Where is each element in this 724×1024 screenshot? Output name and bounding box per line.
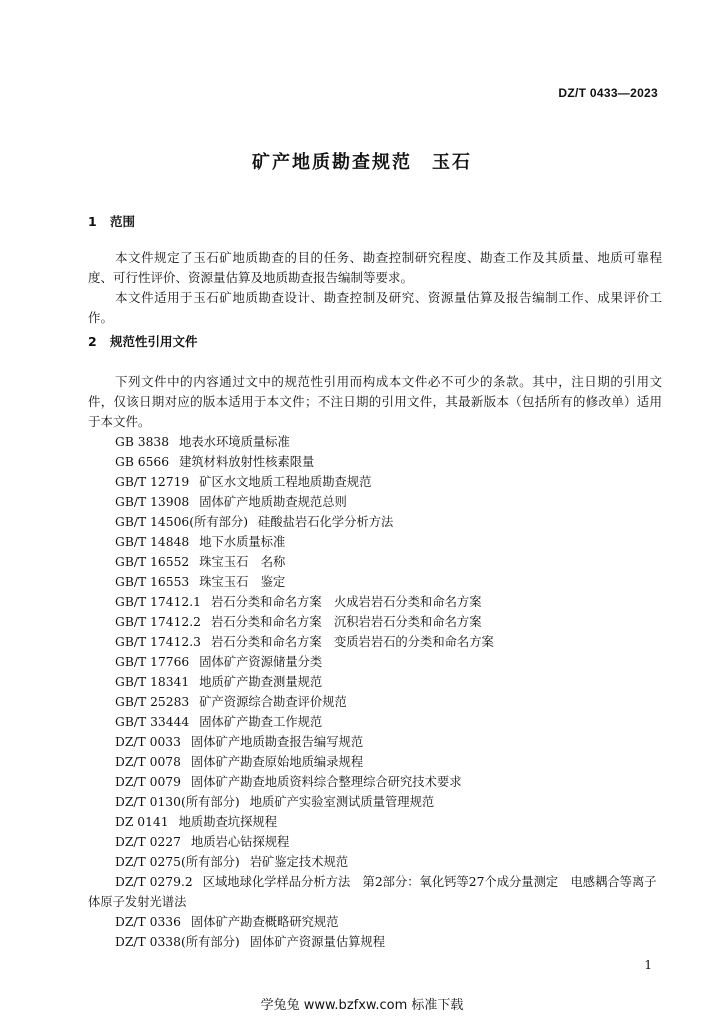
reference-item — [88, 512, 662, 532]
reference-item — [88, 452, 662, 472]
document-title: 矿产地质勘查规范 玉石 — [252, 152, 472, 173]
reference-item — [88, 812, 662, 832]
reference-code: GB/T 18341 — [115, 675, 190, 689]
reference-title: 固体矿产资源量估算规程 — [249, 935, 386, 949]
footer-watermark: 学兔兔 www.bzfxw.com 标准下载 — [260, 998, 464, 1013]
reference-title: 固体矿产勘查工作规范 — [199, 715, 323, 729]
reference-item — [88, 852, 662, 872]
reference-code: DZ/T 0338(所有部分) — [115, 935, 240, 949]
reference-item — [88, 532, 662, 552]
reference-title: 固体矿产地质勘查规范总则 — [199, 495, 347, 509]
reference-title: 岩石分类和命名方案 变质岩岩石的分类和命名方案 — [210, 635, 494, 649]
reference-title: 固体矿产地质勘查报告编写规范 — [190, 735, 364, 749]
reference-title: 地表水环境质量标准 — [179, 435, 290, 449]
reference-title: 地下水质量标准 — [199, 535, 286, 549]
reference-title: 区域地球化学样品分析方法 第2部分：氧化钙等27个成分量测定 电感耦合等离子体原子发射光谱法 — [88, 875, 657, 909]
section-title: 范围 — [110, 214, 136, 229]
reference-item — [88, 792, 662, 812]
reference-code: GB/T 25283 — [115, 695, 190, 709]
reference-item — [88, 492, 662, 512]
reference-title: 固体矿产资源储量分类 — [199, 655, 323, 669]
reference-title: 建筑材料放射性核素限量 — [179, 455, 315, 469]
reference-code: GB/T 14506(所有部分) — [115, 515, 249, 529]
reference-code: DZ/T 0033 — [115, 735, 181, 749]
reference-title: 地质矿产勘查测量规范 — [199, 675, 323, 689]
reference-item — [88, 692, 662, 712]
reference-title: 矿区水文地质工程地质勘查规范 — [199, 475, 372, 489]
section-title: 规范性引用文件 — [110, 334, 198, 349]
reference-code: GB/T 13908 — [115, 495, 190, 509]
reference-title: 岩矿鉴定技术规范 — [249, 855, 349, 869]
reference-code: DZ/T 0279.2 — [115, 875, 193, 889]
reference-code: DZ/T 0078 — [115, 755, 181, 769]
reference-item — [88, 752, 662, 772]
reference-title: 矿产资源综合勘查评价规范 — [199, 695, 347, 709]
reference-code: GB/T 17412.2 — [115, 615, 201, 629]
reference-code: DZ/T 0275(所有部分) — [115, 855, 240, 869]
reference-item — [88, 432, 662, 452]
reference-title: 硅酸盐岩石化学分析方法 — [258, 515, 394, 529]
reference-code: GB/T 16552 — [115, 555, 190, 569]
scope-paragraph-2: 本文件适用于玉石矿地质勘查设计、勘查控制及研究、资源量估算及报告编制工作、成果评价工作。 — [88, 290, 662, 325]
reference-code: GB/T 33444 — [115, 715, 190, 729]
reference-code: GB/T 14848 — [115, 535, 190, 549]
reference-item — [88, 552, 662, 572]
reference-code: GB/T 17412.1 — [115, 595, 201, 609]
standard-number: DZ/T 0433—2023 — [558, 86, 658, 100]
reference-code: GB/T 17766 — [115, 655, 190, 669]
reference-code: GB/T 17412.3 — [115, 635, 201, 649]
reference-title: 固体矿产勘查地质资料综合整理综合研究技术要求 — [190, 775, 462, 789]
section-number: 2 — [88, 334, 97, 349]
scope-paragraph-1: 本文件规定了玉石矿地质勘查的目的任务、勘查控制研究程度、勘查工作及其质量、地质可靠程度、可行性评价、资源量估算及地质勘查报告编制等要求。 — [88, 250, 662, 285]
reference-item — [88, 772, 662, 792]
reference-item — [88, 652, 662, 672]
reference-title: 珠宝玉石 名称 — [199, 555, 286, 569]
reference-item — [88, 872, 662, 912]
reference-code: DZ/T 0336 — [115, 915, 181, 929]
reference-item — [88, 912, 662, 932]
reference-item — [88, 932, 662, 952]
reference-list — [88, 432, 662, 952]
reference-item — [88, 732, 662, 752]
section-1-heading — [88, 212, 135, 230]
reference-title: 地质勘查坑探规程 — [178, 815, 277, 829]
reference-title: 岩石分类和命名方案 火成岩岩石分类和命名方案 — [210, 595, 482, 609]
reference-title: 岩石分类和命名方案 沉积岩岩石分类和命名方案 — [210, 615, 482, 629]
reference-title: 地质矿产实验室测试质量管理规范 — [249, 795, 435, 809]
reference-item — [88, 712, 662, 732]
reference-item — [88, 612, 662, 632]
reference-item — [88, 592, 662, 612]
reference-code: GB 6566 — [115, 455, 170, 469]
section-2-heading — [88, 332, 198, 350]
reference-code: GB/T 16553 — [115, 575, 190, 589]
reference-title: 固体矿产勘查概略研究规范 — [190, 915, 339, 929]
section-number: 1 — [88, 214, 97, 229]
reference-code: DZ 0141 — [115, 815, 169, 829]
reference-code: DZ/T 0130(所有部分) — [115, 795, 240, 809]
reference-code: DZ/T 0079 — [115, 775, 181, 789]
reference-title: 珠宝玉石 鉴定 — [199, 575, 286, 589]
page-number: 1 — [644, 958, 652, 972]
reference-item — [88, 632, 662, 652]
reference-code: GB 3838 — [115, 435, 170, 449]
references-intro-paragraph: 下列文件中的内容通过文中的规范性引用而构成本文件必不可少的条款。其中，注日期的引用文件，仅该日期对应的版本适用于本文件；不注日期的引用文件，其最新版本（包括所有的修改单）适用于本文件。 — [88, 374, 662, 429]
reference-item — [88, 832, 662, 852]
reference-code: GB/T 12719 — [115, 475, 190, 489]
reference-item — [88, 672, 662, 692]
reference-code: DZ/T 0227 — [115, 835, 181, 849]
reference-item — [88, 472, 662, 492]
reference-item — [88, 572, 662, 592]
reference-title: 地质岩心钻探规程 — [190, 835, 290, 849]
reference-title: 固体矿产勘查原始地质编录规程 — [190, 755, 364, 769]
